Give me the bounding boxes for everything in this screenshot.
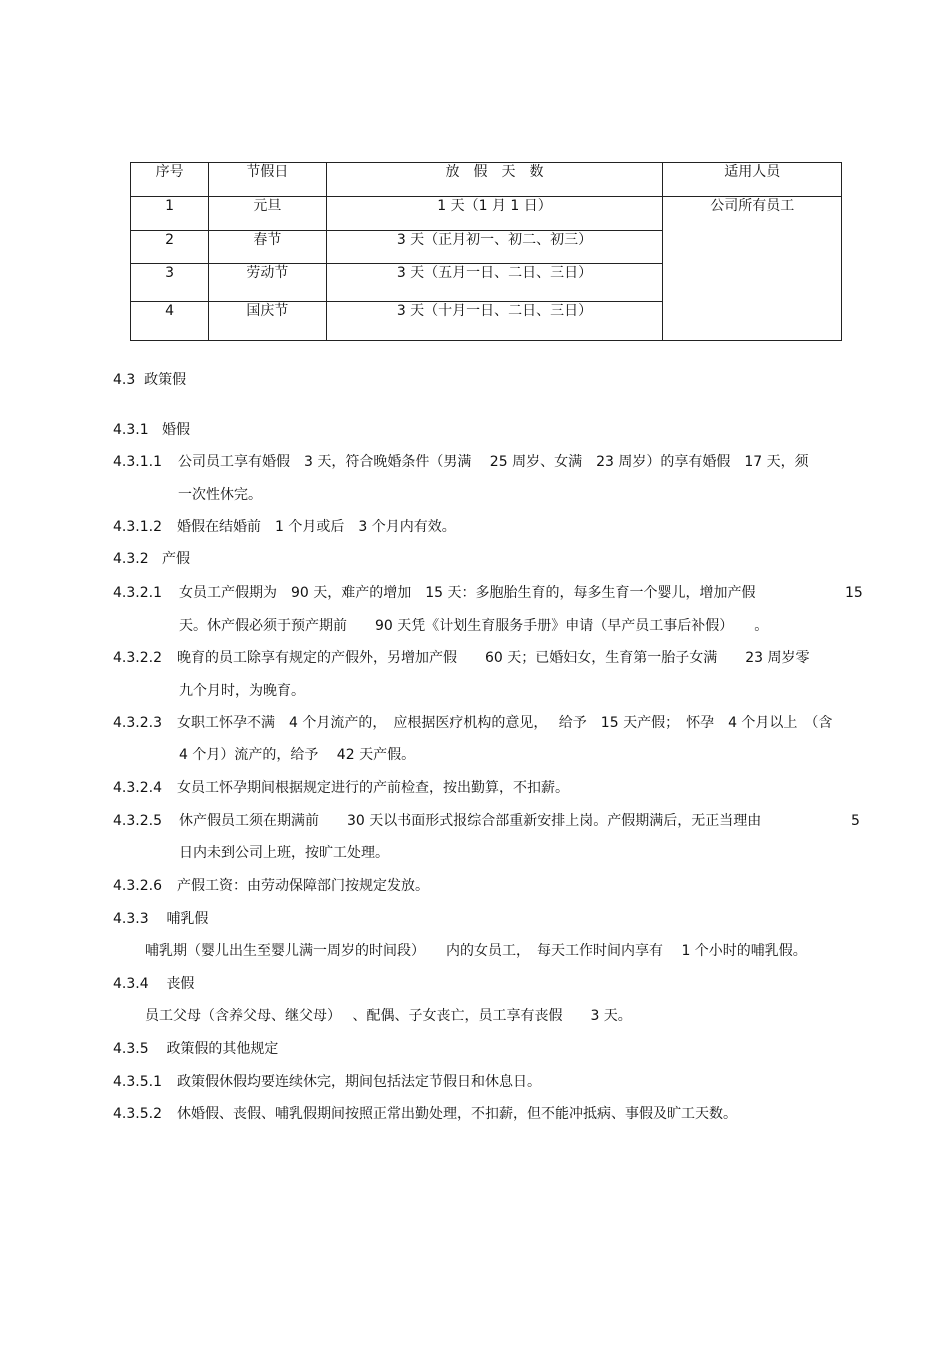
cell-holiday: 国庆节 <box>209 302 326 341</box>
clause-text-end: 15 <box>845 585 863 601</box>
cell-days: 3 天（正月初一、初二、初三） <box>326 231 663 264</box>
section-number: 4.3.4 <box>113 976 149 992</box>
cell-holiday: 劳动节 <box>209 264 326 302</box>
section-title: 政策假的其他规定 <box>166 1041 279 1057</box>
clause-text-continued: 4 个月）流产的，给予 42 天产假。 <box>179 747 416 763</box>
subsection-heading <box>113 421 190 439</box>
clause-number: 4.3.2.3 <box>113 715 162 731</box>
cell-no: 2 <box>131 231 209 264</box>
subsection-heading <box>113 550 190 568</box>
clause-text: 婚假在结婚前 1 个月或后 3 个月内有效。 <box>177 519 456 535</box>
cell-no: 3 <box>131 264 209 302</box>
clause-text: 公司员工享有婚假 3 天，符合晚婚条件（男满 25 周岁、女满 23 周岁）的享有婚假 17 天，须 <box>178 454 809 470</box>
cell-holiday: 春节 <box>209 231 326 264</box>
clause-text: 休产假员工须在期满前 30 天以书面形式报综合部重新安排上岗。产假期满后，无正当理由 <box>179 813 762 829</box>
paragraph-text: 员工父母（含养父母、继父母） 、配偶、子女丧亡，员工享有丧假 3 天。 <box>145 1008 632 1024</box>
clause-text: 政策假休假均要连续休完，期间包括法定节假日和休息日。 <box>177 1074 541 1090</box>
cell-holiday: 元旦 <box>209 197 326 231</box>
header-no: 序号 <box>131 163 209 197</box>
clause-number: 4.3.5.1 <box>113 1074 162 1090</box>
cell-days: 3 天（十月一日、二日、三日） <box>326 302 663 341</box>
section-number: 4.3.1 <box>113 422 149 438</box>
table-header-row <box>131 163 842 197</box>
header-staff: 适用人员 <box>663 163 842 197</box>
clause-text: 女职工怀孕不满 4 个月流产的， 应根据医疗机构的意见， 给予 15 天产假； 怀孕 4 个月以上 （含 <box>177 715 833 731</box>
clause-number: 4.3.2.2 <box>113 650 162 666</box>
section-title: 婚假 <box>161 422 190 438</box>
clause-text: 休婚假、丧假、哺乳假期间按照正常出勤处理，不扣薪，但不能冲抵病、事假及旷工天数。 <box>177 1106 737 1122</box>
cell-days: 1 天（1 月 1 日） <box>326 197 663 231</box>
cell-no: 4 <box>131 302 209 341</box>
clause-number: 4.3.2.4 <box>113 780 162 796</box>
section-title: 哺乳假 <box>166 911 209 927</box>
clause-text-continued: 日内未到公司上班，按旷工处理。 <box>179 845 389 861</box>
section-number: 4.3 <box>113 372 136 388</box>
clause-text-end: 5 <box>851 813 860 829</box>
section-title: 丧假 <box>166 976 195 992</box>
clause-text: 女员工怀孕期间根据规定进行的产前检查，按出勤算，不扣薪。 <box>177 780 569 796</box>
header-holiday: 节假日 <box>209 163 326 197</box>
clause-text-continued: 一次性休完。 <box>178 487 262 503</box>
clause-number: 4.3.1.1 <box>113 454 162 470</box>
section-number: 4.3.3 <box>113 911 149 927</box>
clause-number: 4.3.2.5 <box>113 813 162 829</box>
clause-number: 4.3.2.1 <box>113 585 162 601</box>
section-number: 4.3.2 <box>113 551 149 567</box>
clause-text: 女员工产假期为 90 天，难产的增加 15 天：多胞胎生育的，每多生育一个婴儿，增加产假 <box>179 585 756 601</box>
section-heading <box>113 371 186 389</box>
clause-text-continued: 天。休产假必须于预产期前 90 天凭《计划生育服务手册》申请（早产员工事后补假） 。 <box>179 618 769 634</box>
section-number: 4.3.5 <box>113 1041 149 1057</box>
subsection-heading <box>113 975 194 993</box>
subsection-heading <box>113 910 208 928</box>
section-title: 产假 <box>161 551 190 567</box>
cell-staff: 公司所有员工 <box>663 197 842 341</box>
clause-text: 晚育的员工除享有规定的产假外，另增加产假 60 天；已婚妇女，生育第一胎子女满 23 周岁零 <box>177 650 810 666</box>
subsection-heading <box>113 1040 278 1058</box>
cell-no: 1 <box>131 197 209 231</box>
clause-number: 4.3.1.2 <box>113 519 162 535</box>
clause-text: 产假工资：由劳动保障部门按规定发放。 <box>177 878 429 894</box>
cell-days: 3 天（五月一日、二日、三日） <box>326 264 663 302</box>
clause-4311 <box>113 453 162 471</box>
clause-number: 4.3.2.6 <box>113 878 162 894</box>
clause-number: 4.3.5.2 <box>113 1106 162 1122</box>
clause-text-continued: 九个月时，为晚育。 <box>179 683 305 699</box>
table-row <box>131 197 842 231</box>
header-days: 放 假 天 数 <box>326 163 663 197</box>
section-title: 政策假 <box>144 372 187 388</box>
holiday-table <box>130 162 842 341</box>
paragraph-text: 哺乳期（婴儿出生至婴儿满一周岁的时间段） 内的女员工， 每天工作时间内享有 1 个小时的哺乳假。 <box>145 943 807 959</box>
